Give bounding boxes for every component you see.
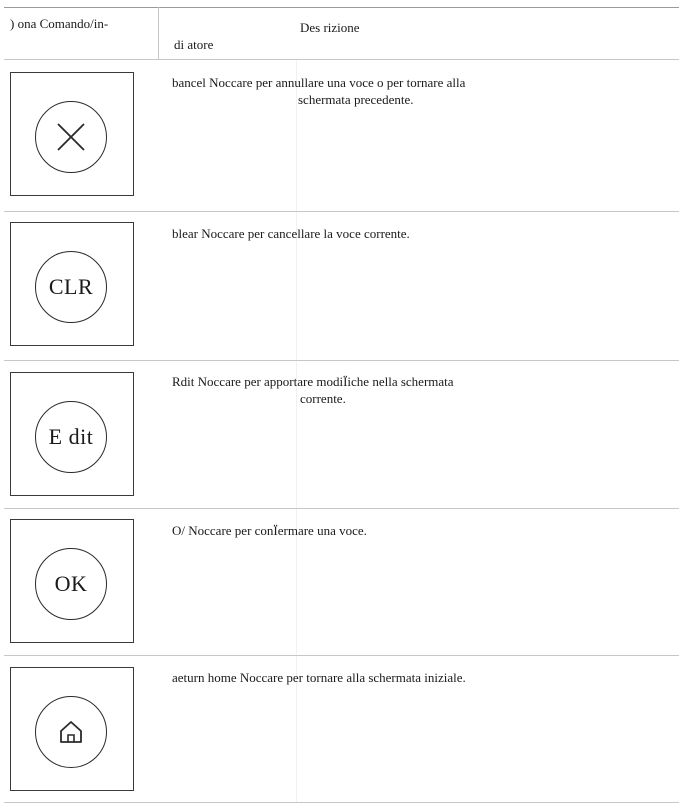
ok-icon: OK	[35, 548, 107, 620]
clear-icon-box	[10, 222, 134, 346]
row-separator	[4, 655, 679, 656]
header-column-divider	[158, 7, 159, 59]
home-description	[172, 669, 466, 686]
row-separator	[4, 360, 679, 361]
header-description-line1: Des rizione	[300, 20, 360, 35]
table-bottom-border	[4, 802, 679, 803]
clr-icon: CLR	[35, 251, 107, 323]
return-home-icon	[35, 696, 107, 768]
row-separator	[4, 508, 679, 509]
cancel-icon-box	[10, 72, 134, 196]
header-separator	[4, 59, 679, 60]
close-x-icon	[54, 120, 88, 154]
ok-description-line1: O/ Noccare per conÏermare una voce.	[172, 523, 367, 538]
cancel-description-line2: schermata precedente.	[298, 92, 414, 107]
edit-description-line2: corrente.	[300, 391, 346, 406]
home-icon-box	[10, 667, 134, 791]
header-icon-column: ) ona Comando/in-	[10, 16, 109, 31]
cancel-icon	[35, 101, 107, 173]
home-icon	[56, 717, 86, 747]
clear-description-line1: blear Noccare per cancellare la voce corrente.	[172, 226, 410, 241]
clear-description	[172, 225, 410, 242]
home-description-line1: aeturn home Noccare per tornare alla schermata iniziale.	[172, 670, 466, 685]
row-separator	[4, 211, 679, 212]
edit-description-line1: Rdit Noccare per apportare modiÏiche nella schermata	[172, 374, 454, 389]
cancel-description-line1: bancel Noccare per annullare una voce o per tornare alla	[172, 75, 466, 90]
faint-column-guide	[296, 60, 297, 802]
ok-icon-box	[10, 519, 134, 643]
header-description-line2: di atore	[174, 37, 214, 52]
edit-description	[172, 373, 454, 407]
edit-icon-box	[10, 372, 134, 496]
ok-description	[172, 522, 367, 539]
table-top-border	[4, 7, 679, 8]
edit-icon: E dit	[35, 401, 107, 473]
cancel-description	[172, 74, 465, 108]
